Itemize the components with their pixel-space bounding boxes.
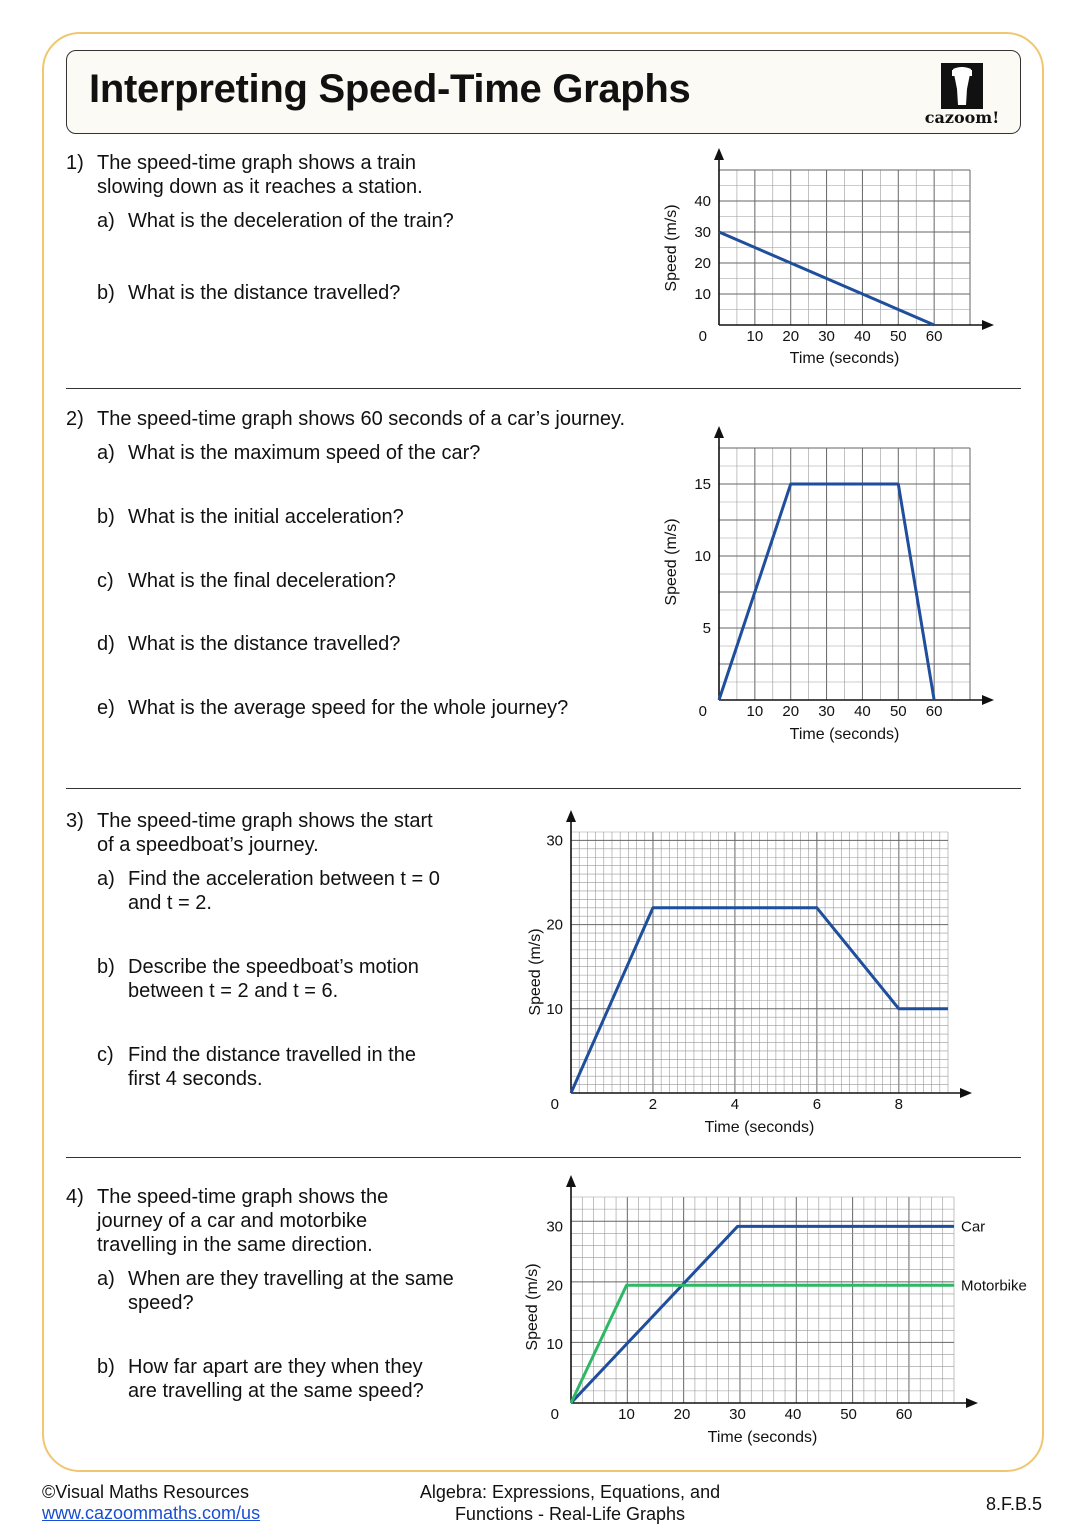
part-label: b) [97, 956, 115, 978]
part-label: a) [97, 442, 115, 464]
y-tick-label: 10 [694, 286, 711, 303]
y-tick-label: 20 [694, 255, 711, 272]
y-tick-label: 30 [694, 224, 711, 241]
part-text: What is the final deceleration? [128, 570, 396, 592]
origin-label: 0 [698, 328, 707, 345]
x-axis-arrow [982, 695, 994, 705]
footer-topic-line: Algebra: Expressions, Equations, and [419, 1482, 721, 1502]
part-label: a) [97, 868, 115, 890]
question-number: 2) [66, 408, 84, 430]
part-text: Find the acceleration between t = 0 [128, 868, 440, 890]
y-axis-arrow [566, 1175, 576, 1187]
x-tick-label: 40 [784, 1406, 802, 1423]
part-label: e) [97, 697, 115, 719]
y-axis-arrow [714, 148, 724, 160]
footer-code: 8.F.B.5 [985, 1494, 1042, 1514]
speed-time-graph-1 [663, 148, 994, 367]
y-tick-label: 10 [546, 1336, 563, 1354]
part-text: Find the distance travelled in the [128, 1044, 416, 1066]
part-text: are travelling at the same speed? [128, 1380, 424, 1402]
part-text: When are they travelling at the same [128, 1268, 454, 1290]
question-text-line: The speed-time graph shows a train [97, 152, 417, 174]
x-tick-label: 30 [818, 703, 835, 720]
x-axis-arrow [982, 320, 994, 330]
x-tick-label: 20 [782, 328, 800, 345]
speed-time-graph-2 [663, 426, 994, 743]
question-number: 4) [66, 1186, 84, 1208]
part-label: b) [97, 282, 115, 304]
question-text-line: The speed-time graph shows the [97, 1186, 389, 1208]
part-text: How far apart are they when they [128, 1356, 423, 1378]
part-text: What is the deceleration of the train? [128, 210, 454, 232]
origin-label: 0 [550, 1406, 559, 1423]
part-label: c) [97, 570, 114, 592]
part-label: b) [97, 506, 115, 528]
x-tick-label: 50 [840, 1406, 857, 1423]
part-text: What is the distance travelled? [128, 282, 401, 304]
question-text-line: travelling in the same direction. [97, 1234, 373, 1256]
x-tick-label: 40 [854, 703, 871, 720]
x-tick-label: 20 [673, 1406, 691, 1423]
website-link[interactable]: www.cazoommaths.com/us [42, 1503, 261, 1523]
x-tick-label: 8 [894, 1096, 903, 1113]
x-axis-label: Time (seconds) [789, 726, 900, 743]
footer-topic [360, 1482, 780, 1525]
x-tick-label: 30 [729, 1406, 746, 1423]
part-text: first 4 seconds. [128, 1068, 263, 1090]
part-label: b) [97, 1356, 115, 1378]
question-text-line: The speed-time graph shows the start [97, 810, 433, 832]
part-label: d) [97, 633, 115, 655]
y-axis-label: Speed (m/s) [524, 1263, 541, 1351]
x-tick-label: 20 [782, 703, 800, 720]
origin-label: 0 [550, 1096, 559, 1113]
y-tick-label: 40 [694, 193, 711, 210]
speed-time-graph-4 [524, 1175, 1027, 1446]
question-text-line: slowing down as it reaches a station. [97, 176, 423, 198]
x-tick-label: 60 [895, 1406, 913, 1423]
x-tick-label: 50 [889, 328, 907, 345]
part-text: What is the maximum speed of the car? [128, 442, 481, 464]
page-title: Interpreting Speed-Time Graphs [89, 67, 691, 111]
y-tick-label: 10 [546, 1000, 563, 1018]
x-tick-label: 10 [618, 1406, 635, 1423]
y-tick-label: 10 [694, 548, 711, 565]
logo-text: cazoom! [924, 108, 1000, 127]
x-tick-label: 40 [854, 328, 871, 345]
y-axis-label: Speed (m/s) [663, 204, 680, 292]
legend-label: Car [961, 1218, 986, 1236]
y-axis-label: Speed (m/s) [527, 928, 544, 1016]
x-axis-label: Time (seconds) [704, 1119, 815, 1136]
y-tick-label: 5 [702, 620, 711, 637]
question-number: 1) [66, 152, 84, 174]
y-axis-arrow [714, 426, 724, 438]
part-label: c) [97, 1044, 114, 1066]
x-tick-label: 60 [925, 328, 943, 345]
x-tick-label: 10 [746, 703, 764, 720]
part-label: a) [97, 210, 115, 232]
speed-time-graph-3 [527, 810, 972, 1136]
part-text: What is the average speed for the whole journey? [128, 697, 569, 719]
part-text: What is the initial acceleration? [128, 506, 404, 528]
x-tick-label: 4 [730, 1096, 740, 1113]
part-text: between t = 2 and t = 6. [128, 980, 339, 1002]
footer-website[interactable] [42, 1503, 260, 1524]
origin-label: 0 [698, 703, 707, 720]
x-tick-label: 50 [889, 703, 907, 720]
x-tick-label: 30 [818, 328, 835, 345]
part-text: and t = 2. [128, 892, 212, 914]
x-axis-label: Time (seconds) [789, 350, 900, 367]
part-text: speed? [128, 1292, 194, 1314]
y-tick-label: 20 [546, 1277, 563, 1295]
legend-label: Motorbike [961, 1277, 1027, 1295]
x-axis-arrow [960, 1088, 972, 1098]
question-text-line: journey of a car and motorbike [97, 1210, 368, 1232]
footer-topic-line: Functions - Real-Life Graphs [454, 1504, 686, 1524]
part-text: Describe the speedboat’s motion [128, 956, 419, 978]
x-tick-label: 10 [746, 328, 764, 345]
y-tick-label: 20 [546, 916, 563, 934]
x-tick-label: 2 [648, 1096, 658, 1113]
x-axis-label: Time (seconds) [707, 1429, 818, 1446]
x-tick-label: 6 [812, 1096, 822, 1113]
y-axis-label: Speed (m/s) [663, 518, 680, 606]
y-axis-arrow [566, 810, 576, 822]
x-axis-arrow [966, 1398, 978, 1408]
y-tick-label: 30 [546, 1218, 563, 1236]
y-tick-label: 30 [546, 832, 563, 850]
y-tick-label: 15 [694, 476, 711, 493]
question-number: 3) [66, 810, 84, 832]
part-label: a) [97, 1268, 115, 1290]
x-tick-label: 60 [925, 703, 943, 720]
question-text-line: The speed-time graph shows 60 seconds of a car’s journey. [97, 408, 626, 430]
part-text: What is the distance travelled? [128, 633, 401, 655]
question-text-line: of a speedboat’s journey. [97, 834, 319, 856]
footer-copyright: ©Visual Maths Resources [42, 1482, 250, 1502]
